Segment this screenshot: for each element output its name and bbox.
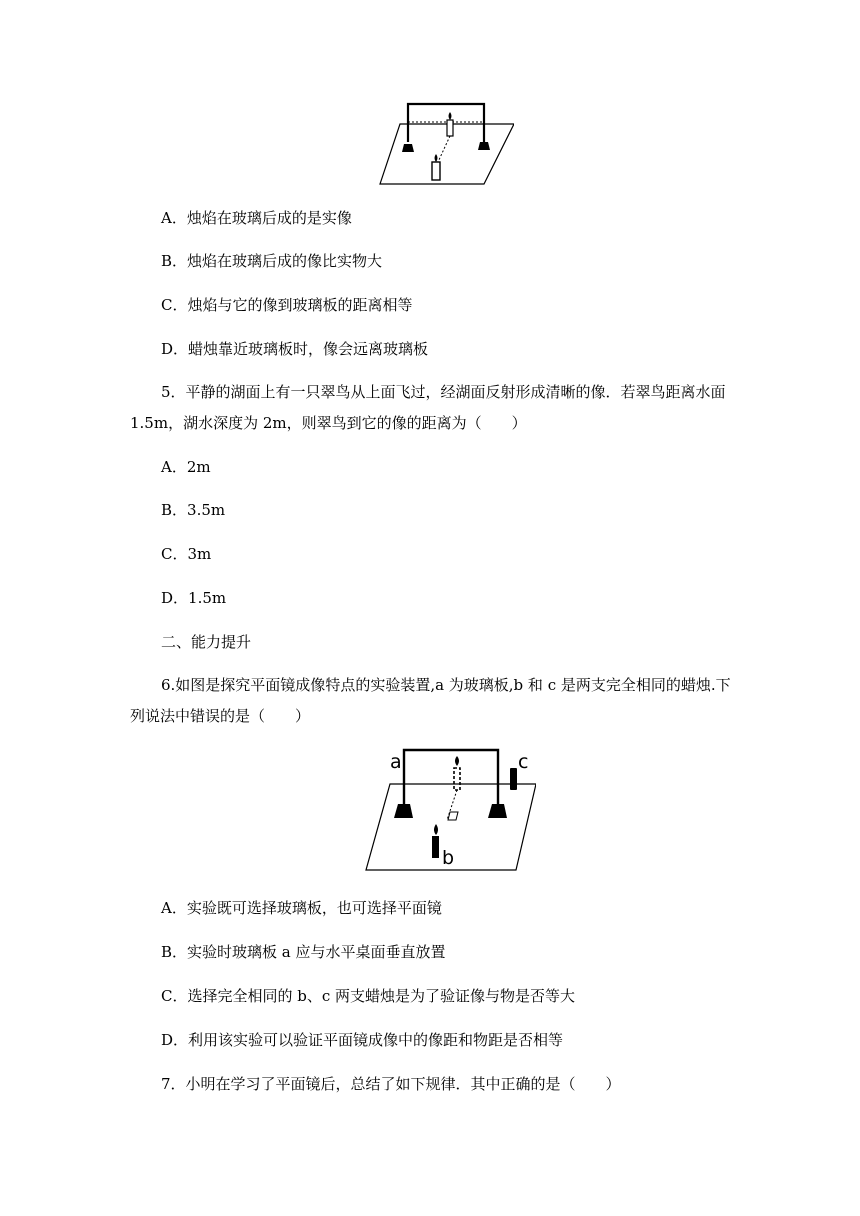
q4-option-a: A．烛焰在玻璃后成的是实像 bbox=[161, 209, 352, 227]
q6-option-d: D．利用该实验可以验证平面镜成像中的像距和物距是否相等 bbox=[161, 1031, 564, 1049]
q4-figure bbox=[378, 100, 514, 186]
glass-stand-left bbox=[402, 144, 414, 152]
q6-option-a: A．实验既可选择玻璃板，也可选择平面镜 bbox=[161, 899, 442, 917]
glass-stand-left bbox=[394, 804, 413, 818]
q5-stem-line1: 5．平静的湖面上有一只翠鸟从上面飞过，经湖面反射形成清晰的像．若翠鸟距离水面 bbox=[161, 383, 726, 401]
label-b: b bbox=[442, 847, 455, 869]
right-angle-mark bbox=[448, 812, 458, 820]
image-flame bbox=[455, 756, 459, 766]
real-flame bbox=[434, 824, 438, 835]
q6-option-b: B．实验时玻璃板 a 应与水平桌面垂直放置 bbox=[161, 943, 446, 961]
q4-option-b: B．烛焰在玻璃后成的像比实物大 bbox=[161, 252, 383, 270]
q4-diagram bbox=[378, 100, 514, 186]
candle-b bbox=[432, 836, 439, 858]
q6-stem-line1: 6.如图是探究平面镜成像特点的实验装置,a 为玻璃板,b 和 c 是两支完全相同的蜡烛.下 bbox=[161, 676, 731, 694]
q4-option-d: D．蜡烛靠近玻璃板时，像会远离玻璃板 bbox=[161, 340, 429, 358]
q6-figure bbox=[360, 746, 536, 872]
q5-option-b: B．3.5m bbox=[161, 501, 226, 519]
glass-stand-right bbox=[478, 142, 490, 150]
sight-line bbox=[447, 790, 457, 820]
q5-option-d: D．1.5m bbox=[161, 589, 227, 607]
candle-c bbox=[510, 768, 517, 790]
q5-option-a: A．2m bbox=[161, 458, 211, 476]
q5-stem-line2: 1.5m，湖水深度为 2m，则翠鸟到它的像的距离为（ ） bbox=[130, 414, 527, 432]
q6-diagram bbox=[360, 746, 536, 872]
label-c: c bbox=[518, 751, 529, 773]
q6-stem-line2: 列说法中错误的是（ ） bbox=[130, 707, 311, 725]
q4-option-c: C．烛焰与它的像到玻璃板的距离相等 bbox=[161, 296, 413, 314]
section-heading: 二、能力提升 bbox=[161, 633, 252, 651]
sight-line bbox=[438, 136, 450, 162]
q6-option-c: C．选择完全相同的 b、c 两支蜡烛是为了验证像与物是否等大 bbox=[161, 987, 576, 1005]
q5-option-c: C．3m bbox=[161, 545, 212, 563]
glass-frame bbox=[404, 750, 498, 812]
image-candle bbox=[454, 768, 460, 790]
glass-stand-right bbox=[488, 804, 507, 818]
real-candle bbox=[432, 162, 440, 180]
glass-frame bbox=[408, 104, 484, 142]
label-a: a bbox=[390, 751, 402, 773]
q7-stem: 7．小明在学习了平面镜后，总结了如下规律．其中正确的是（ ） bbox=[161, 1075, 621, 1093]
image-flame bbox=[449, 112, 452, 120]
real-flame bbox=[435, 154, 438, 162]
image-candle bbox=[447, 120, 453, 136]
